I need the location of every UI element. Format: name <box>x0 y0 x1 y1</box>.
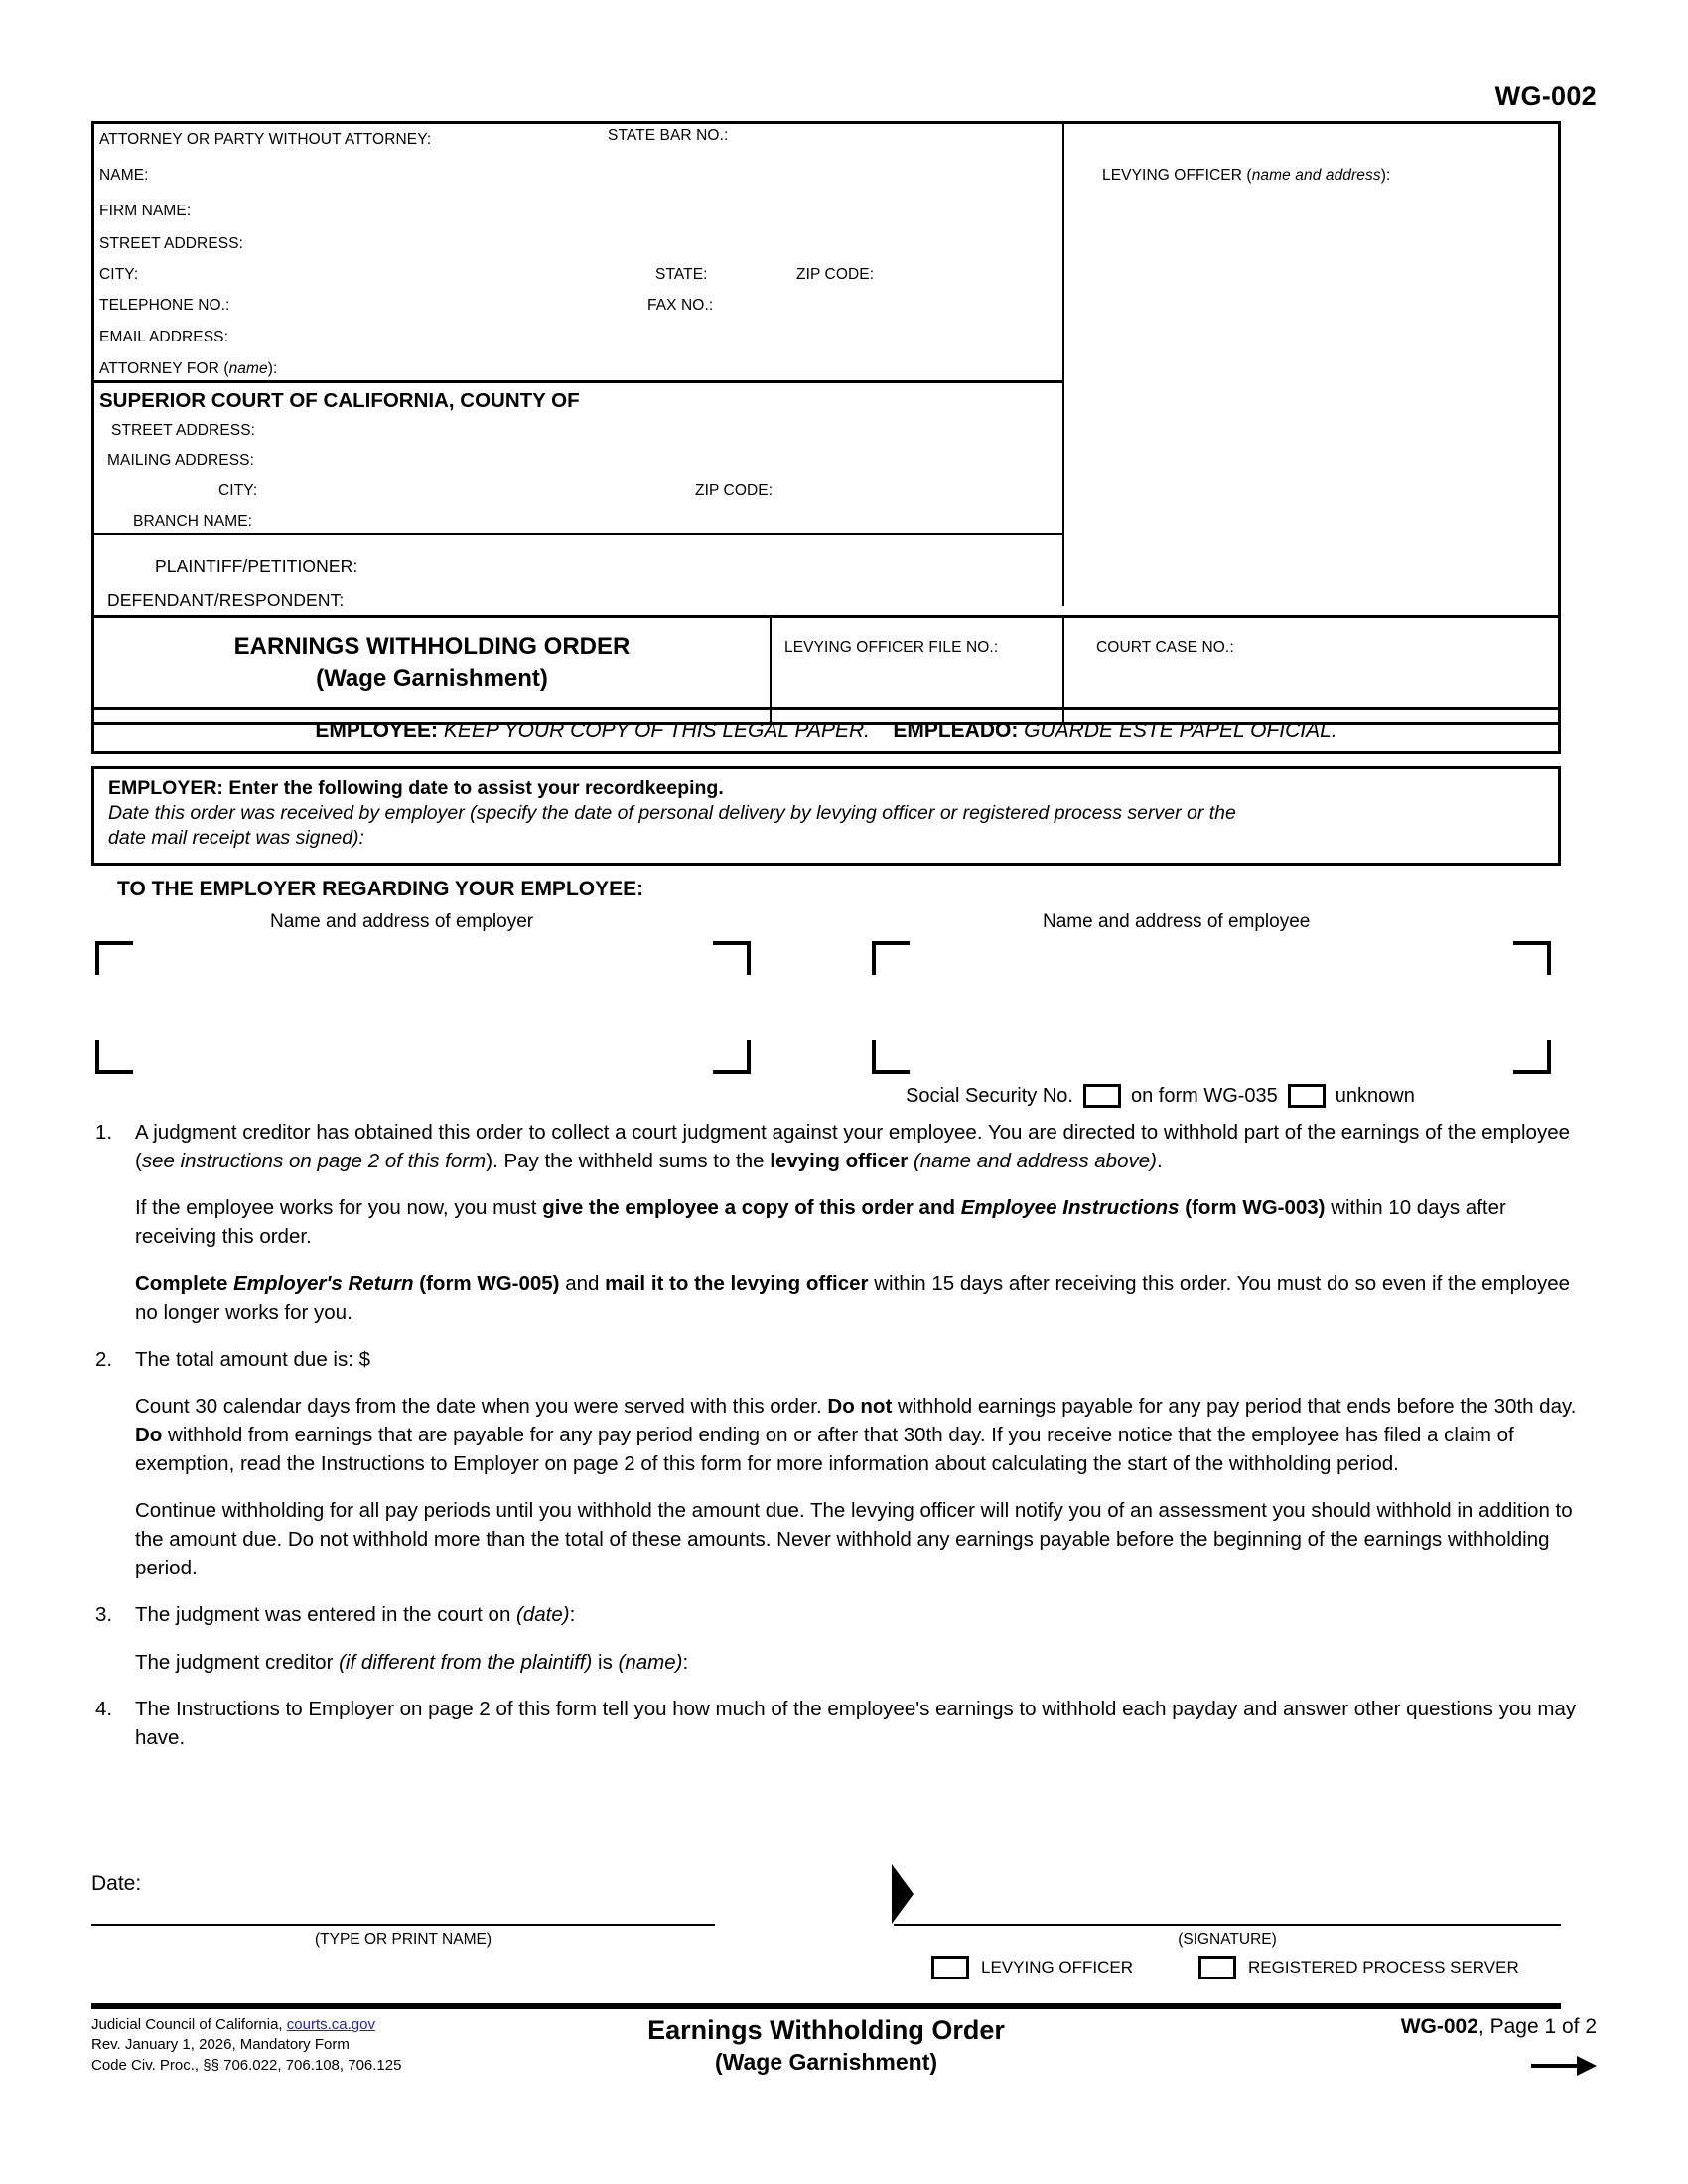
telephone-no-label: TELEPHONE NO.: <box>99 297 230 314</box>
employer-bracket-top-right <box>713 941 751 975</box>
levying-officer-checkbox[interactable] <box>931 1956 969 1979</box>
levying-officer-file-no-label: LEVYING OFFICER FILE NO.: <box>784 639 999 656</box>
employer-address-caption: Name and address of employer <box>270 911 534 932</box>
next-page-arrow-icon <box>1531 2053 1597 2079</box>
item-paragraph <box>135 1695 1581 1752</box>
ssn-unknown-label: unknown <box>1335 1084 1415 1107</box>
registered-process-server-checkbox-label: REGISTERED PROCESS SERVER <box>1248 1958 1519 1977</box>
numbered-item <box>91 1695 1581 1770</box>
text-run: The judgment was entered in the court on <box>135 1603 517 1627</box>
text-run: (if different from the plaintiff) <box>339 1650 593 1674</box>
item-number: 3. <box>95 1603 113 1627</box>
attorney-zip-label: ZIP CODE: <box>796 266 875 283</box>
text-run: (form WG-005) <box>419 1272 560 1296</box>
attorney-heading-label: ATTORNEY OR PARTY WITHOUT ATTORNEY: <box>99 131 432 148</box>
print-name-rule <box>91 1924 715 1926</box>
plaintiff-petitioner-label: PLAINTIFF/PETITIONER: <box>155 556 358 576</box>
employee-bracket-bottom-right <box>1513 1040 1551 1074</box>
courts-ca-gov-link[interactable]: courts.ca.gov <box>286 2016 375 2033</box>
text-run: Employee Instructions <box>960 1196 1186 1220</box>
attorney-name-label: NAME: <box>99 167 149 184</box>
attorney-state-label: STATE: <box>655 266 708 283</box>
signer-role-checkboxes <box>931 1956 1519 1979</box>
item-number: 4. <box>95 1697 113 1720</box>
court-street-address-label: STREET ADDRESS: <box>111 422 256 439</box>
attorney-for-tail: ): <box>267 360 278 377</box>
empleado-bold-label: EMPLEADO: <box>893 719 1019 742</box>
text-run: The total amount due is: $ <box>135 1347 371 1371</box>
employee-bracket-top-left <box>872 941 910 975</box>
footer-center-title <box>91 2013 1561 2078</box>
item-text <box>135 1118 1581 1345</box>
employer-box-line1: EMPLOYER: Enter the following date to assist your recordkeeping. <box>108 777 724 799</box>
form-title-line1: EARNINGS WITHHOLDING ORDER <box>233 633 631 660</box>
employee-italic-label: KEEP YOUR COPY OF THIS LEGAL PAPER. <box>443 719 870 742</box>
footer-title-line1: Earnings Withholding Order <box>647 2015 1005 2045</box>
text-run: give the employee a copy of this order and <box>542 1196 961 1220</box>
text-run: mail it to the levying officer <box>605 1272 869 1296</box>
numbered-item <box>91 1345 1581 1601</box>
attorney-box-bottom-rule <box>91 380 1064 383</box>
item-paragraph <box>135 1269 1581 1326</box>
text-run: A judgment creditor has obtained this order to collect a court judgment against your employee. You are directed to withhold part of the earnings of the employee ( <box>135 1121 1570 1173</box>
text-run: . <box>1156 1150 1163 1173</box>
empleado-italic-label: GUARDE ESTE PAPEL OFICIAL. <box>1024 719 1337 742</box>
employer-box-line2: Date this order was received by employer (specify the date of personal delivery by levying officer or registered process server or the <box>108 802 1236 825</box>
numbered-item <box>91 1600 1581 1694</box>
court-case-no-label: COURT CASE NO.: <box>1096 639 1234 656</box>
email-address-label: EMAIL ADDRESS: <box>99 329 229 345</box>
to-employer-heading: TO THE EMPLOYER REGARDING YOUR EMPLOYEE: <box>117 878 644 900</box>
form-number: WG-002 <box>1494 81 1597 111</box>
social-security-line <box>906 1084 1415 1108</box>
item-paragraph <box>135 1345 1581 1374</box>
defendant-respondent-label: DEFENDANT/RESPONDENT: <box>107 590 345 610</box>
employer-date-box <box>91 766 1561 866</box>
employee-bracket-top-right <box>1513 941 1551 975</box>
form-title <box>94 631 770 695</box>
text-run: (form WG-003) <box>1185 1196 1326 1220</box>
court-box-bottom-rule <box>91 533 1064 535</box>
ssn-unknown-checkbox[interactable] <box>1288 1084 1326 1108</box>
levying-officer-text: LEVYING OFFICER ( <box>1102 167 1252 184</box>
item-paragraph <box>135 1600 1581 1629</box>
court-branch-name-label: BRANCH NAME: <box>133 513 253 530</box>
signature-rule <box>894 1924 1561 1926</box>
text-run: and <box>559 1272 606 1296</box>
text-run: If the employee works for you now, you must <box>135 1196 543 1220</box>
employee-bold-label: EMPLOYEE: <box>315 719 439 742</box>
text-run: ). Pay the withheld sums to the <box>486 1150 771 1173</box>
employer-bracket-bottom-left <box>95 1040 133 1074</box>
item-text <box>135 1600 1581 1694</box>
attorney-city-label: CITY: <box>99 266 139 283</box>
firm-name-label: FIRM NAME: <box>99 203 192 219</box>
text-run: Do not <box>827 1394 893 1418</box>
attorney-for-italic: name <box>228 360 268 377</box>
state-bar-no-label: STATE BAR NO.: <box>608 127 729 144</box>
text-run: within 10 days after receiving this order. <box>135 1196 1506 1249</box>
text-run: (date) <box>516 1603 570 1627</box>
item-paragraph <box>135 1118 1581 1175</box>
employer-bracket-bottom-right <box>713 1040 751 1074</box>
court-city-label: CITY: <box>218 482 258 499</box>
employee-bracket-bottom-left <box>872 1040 910 1074</box>
ssn-on-form-label: on form WG-035 <box>1130 1084 1278 1107</box>
text-run: : <box>569 1603 576 1627</box>
levying-officer-italic: name and address <box>1251 167 1381 184</box>
item-paragraph <box>135 1496 1581 1582</box>
levying-officer-label <box>1102 167 1390 185</box>
attorney-for-text: ATTORNEY FOR ( <box>99 360 229 377</box>
text-run: Continue withholding for all pay periods until you withhold the amount due. The levying officer will notify you of an assessment you should withhold in addition to the amount due. Do not withhold more than the total of these amounts. Never withhold any earnings payable before the beginning of the earnings withholding period. <box>135 1499 1573 1580</box>
item-number: 2. <box>95 1347 113 1371</box>
attorney-for-label <box>99 360 277 378</box>
footer-code-line: Code Civ. Proc., §§ 706.022, 706.108, 706.125 <box>91 2056 402 2074</box>
text-run: Do <box>135 1423 163 1446</box>
employee-keep-copy-strip <box>91 707 1561 754</box>
item-number: 1. <box>95 1121 113 1144</box>
registered-process-server-checkbox[interactable] <box>1198 1956 1236 1979</box>
text-run: The Instructions to Employer on page 2 of this form tell you how much of the employee's earnings to withhold each payday and answer other questions you may have. <box>135 1697 1577 1749</box>
parties-box-bottom-rule <box>91 615 1561 618</box>
text-run: The judgment creditor <box>135 1650 340 1674</box>
superior-court-heading: SUPERIOR COURT OF CALIFORNIA, COUNTY OF <box>99 389 580 412</box>
court-zip-label: ZIP CODE: <box>695 482 774 499</box>
levying-officer-tail: ): <box>1380 167 1391 184</box>
text-run: levying officer <box>770 1150 909 1173</box>
levying-officer-checkbox-label: LEVYING OFFICER <box>981 1958 1134 1977</box>
item-text <box>135 1345 1581 1601</box>
text-run: withhold from earnings that are payable for any pay period ending on or after that 30th day. If you receive notice that the employee has filed a claim of exemption, read the Instructions to Employer on page 2 of this form for more information about calculating the start of the withholding period. <box>135 1423 1514 1475</box>
ssn-on-form-checkbox[interactable] <box>1083 1084 1121 1108</box>
employee-strip-text <box>315 719 1336 743</box>
item-paragraph <box>135 1392 1581 1478</box>
form-title-line2: (Wage Garnishment) <box>316 665 548 693</box>
fax-no-label: FAX NO.: <box>647 297 714 314</box>
signature-caption: (SIGNATURE) <box>1178 1931 1277 1948</box>
signature-arrow-icon <box>892 1864 914 1924</box>
text-run: (name and address above) <box>908 1150 1157 1173</box>
text-run: Employer's Return <box>233 1272 420 1296</box>
employer-bracket-top-left <box>95 941 133 975</box>
text-run: Count 30 calendar days from the date when you were served with this order. <box>135 1394 828 1418</box>
footer-form-number: WG-002 <box>1400 2015 1478 2038</box>
text-run: is <box>592 1650 619 1674</box>
footer-judicial-council-text: Judicial Council of California, <box>91 2016 287 2033</box>
footer-title-line2: (Wage Garnishment) <box>714 2049 938 2076</box>
type-or-print-name-caption: (TYPE OR PRINT NAME) <box>315 1931 492 1948</box>
employer-box-line3: date mail receipt was signed): <box>108 827 364 850</box>
footer-rule <box>91 2003 1561 2009</box>
date-label: Date: <box>91 1872 142 1895</box>
social-security-no-label: Social Security No. <box>906 1084 1073 1107</box>
item-text <box>135 1695 1581 1770</box>
attorney-street-address-label: STREET ADDRESS: <box>99 235 244 252</box>
item-paragraph <box>135 1193 1581 1251</box>
footer-revision-line: Rev. January 1, 2026, Mandatory Form <box>91 2036 350 2054</box>
text-run: withhold earnings payable for any pay period that ends before the 30th day. <box>892 1394 1577 1418</box>
court-mailing-address-label: MAILING ADDRESS: <box>107 452 255 469</box>
text-run: : <box>682 1650 689 1674</box>
text-run: (name) <box>618 1650 683 1674</box>
numbered-item <box>91 1118 1581 1345</box>
numbered-items <box>91 1118 1581 1770</box>
text-run: see instructions on page 2 of this form <box>141 1150 487 1173</box>
footer-page-text: , Page 1 of 2 <box>1477 2015 1597 2038</box>
item-paragraph <box>135 1648 1581 1677</box>
employee-address-caption: Name and address of employee <box>1043 911 1311 932</box>
text-run: Complete <box>135 1272 234 1296</box>
footer-page-indicator <box>1401 2015 1597 2039</box>
text-run: within 15 days after receiving this order. You must do so even if the employee no longer works for you. <box>135 1272 1571 1324</box>
